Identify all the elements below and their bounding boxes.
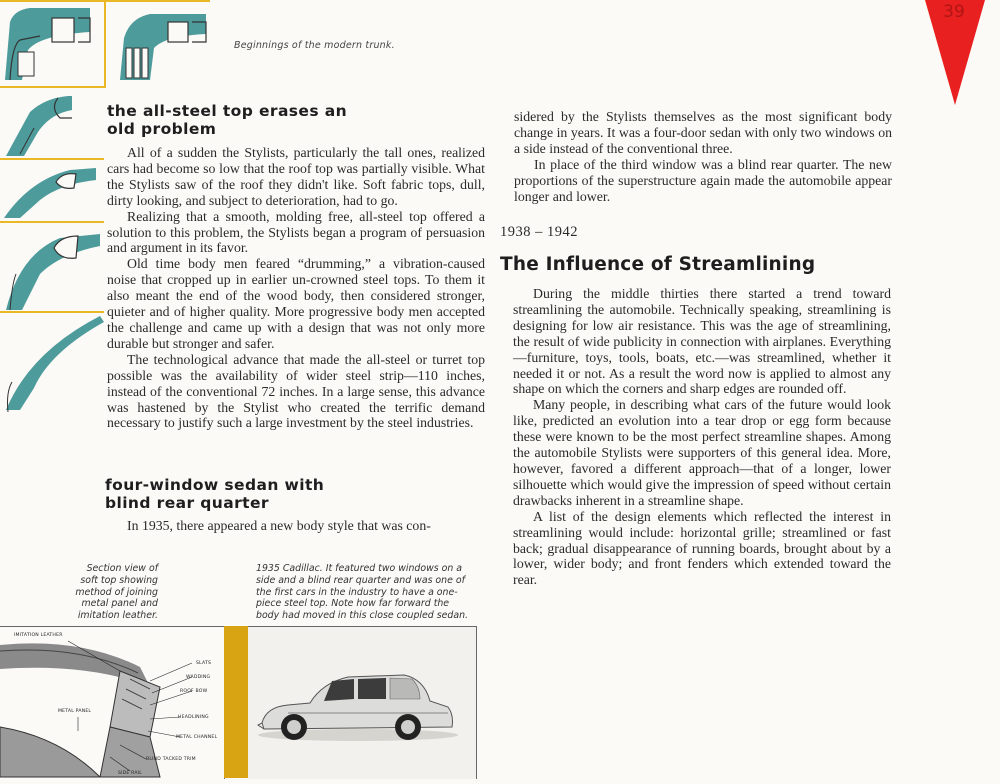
label-roof-bow: ROOF BOW — [180, 689, 208, 694]
caption-line: 1935 Cadillac. It featured two windows on a — [256, 563, 463, 574]
rule-top — [0, 0, 210, 2]
right-column-top — [514, 109, 892, 204]
heading-four-window-sedan — [105, 476, 324, 512]
label-slats: SLATS — [196, 661, 212, 666]
roof-sketch-6 — [0, 312, 108, 422]
label-wadding: WADDING — [186, 675, 211, 680]
right-column-body — [513, 286, 891, 588]
heading-streamlining: The Influence of Streamlining — [500, 254, 816, 275]
paragraph: Many people, in describing what cars of the future would look like, predicted an evolution into a tear drop or egg form because these were known to be the most perfect streamline shapes. Among the automobile Stylists were supporters of this general idea. More, however, favored a different approach—that of a longer, lower silhouette which would give the impression of speed without certain drawbacks inherent in a streamline shape. — [513, 397, 891, 508]
heading-all-steel-top — [107, 102, 347, 138]
paragraph: All of a sudden the Stylists, particularly the tall ones, realized cars had become so low that the roof top was partially visible. What the Stylists saw of the roof they didn't like. Soft fabric tops, dull, dirty looking, and subject to deterioration, had to go. — [107, 145, 485, 208]
caption-line: Section view of — [86, 563, 158, 574]
rule-vertical — [104, 0, 106, 88]
date-range: 1938 – 1942 — [500, 224, 578, 240]
cadillac-photo — [248, 626, 477, 779]
label-metal-channel: METAL CHANNEL — [176, 735, 218, 740]
heading-line: blind rear quarter — [105, 494, 269, 512]
heading-line: old problem — [107, 120, 217, 138]
caption-line: method of joining — [75, 586, 158, 598]
caption-line: imitation leather. — [77, 610, 158, 622]
caption-line: piece steel top. Note how far forward the — [256, 598, 450, 610]
heading-line: the all-steel top erases an — [107, 102, 348, 120]
rule-3 — [0, 221, 104, 223]
roof-sketch-3 — [0, 92, 108, 158]
caption-cadillac — [256, 563, 482, 622]
cadillac-sedan-drawing — [248, 627, 476, 779]
page-number: 39 — [943, 2, 965, 22]
rule-4 — [0, 311, 104, 313]
label-headlining: HEADLINING — [178, 715, 209, 720]
paragraph: In place of the third window was a blind rear quarter. The new proportions of the superstructure again made the automobile appear longer and lower. — [514, 156, 892, 204]
paragraph: A list of the design elements which reflected the interest in streamlining would include: horizontal grille; streamlined or fast back; gradual disappearance of running boards, brought about by a lower, wider body; and front fenders which extended toward the rear. — [513, 508, 891, 588]
label-imitation-leather: IMITATION LEATHER — [14, 633, 63, 638]
paragraph: The technological advance that made the all-steel or turret top possible was the availability of wider steel strip—110 inches, instead of the conventional 72 inches. In a large sense, this advance was hastened by the Stylist who created the terrific demand necessary to justify such a large investment by the steel industries. — [107, 351, 485, 431]
caption-line: side and a blind rear quarter and was one of — [256, 574, 465, 586]
paragraph: sidered by the Stylists themselves as the most significant body change in years. It was a four-door sedan with only two windows on a side instead of the conventional three. — [514, 109, 892, 156]
label-side-rail: SIDE RAIL — [118, 771, 143, 776]
paragraph: Realizing that a smooth, molding free, all-steel top offered a solution to this problem, the Stylists began a program of persuasion and argument in its favor. — [107, 208, 485, 256]
caption-section-view — [58, 563, 158, 622]
roof-sketch-2 — [110, 8, 210, 88]
heading-line: four-window sedan with — [105, 476, 325, 494]
figure-separator — [224, 626, 248, 778]
caption-line: body had moved in this close coupled sedan. — [256, 610, 468, 622]
paragraph: During the middle thirties there started a trend toward streamlining the automobile. Technically speaking, streamlining is designing for low air resistance. This was the age of streamlining, the result of wide publicity in connection with airplanes. Everything—furniture, toys, tools, boats, etc.—was streamlined, whether it needed it or not. As a result the word now is applied to almost any shape on which the corners and sharp edges are rounded off. — [513, 286, 891, 397]
caption-line: the first cars in the industry to have a one- — [256, 586, 458, 598]
caption-top: Beginnings of the modern trunk. — [234, 40, 395, 51]
roof-sketch-5 — [0, 224, 108, 312]
rule-2 — [0, 158, 104, 160]
roof-sketch-4 — [0, 160, 108, 222]
label-metal-panel: METAL PANEL — [58, 709, 92, 714]
caption-line: metal panel and — [81, 598, 158, 610]
caption-line: soft top showing — [80, 574, 158, 586]
left-column-body — [107, 145, 485, 431]
paragraph: In 1935, there appeared a new body style that was con- — [127, 518, 431, 533]
left-column-body-2 — [107, 518, 485, 534]
section-view-figure — [0, 626, 225, 779]
rule-1 — [0, 86, 104, 88]
paragraph: Old time body men feared “drumming,” a vibration-caused noise that cropped up in earlier un-crowned steel tops. To them it also meant the end of the wood body, then considered stronger, quieter and of higher quality. More progressive body men accepted the challenge and came up with a design that was not only more durable but stronger and safer. — [107, 256, 485, 351]
roof-sketch-1 — [0, 0, 108, 88]
label-blind-tacked-trim: BLIND TACKED TRIM — [146, 757, 196, 762]
